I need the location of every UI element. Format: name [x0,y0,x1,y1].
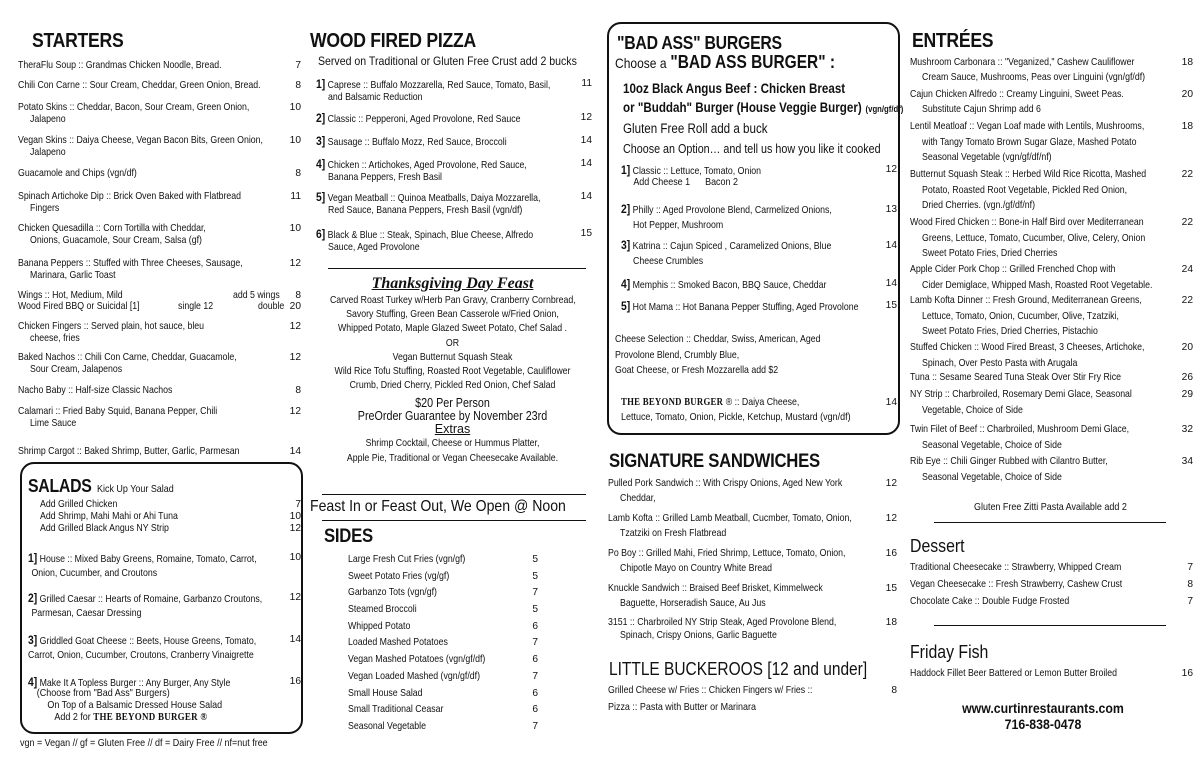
gluten-free-roll: Gluten Free Roll add a buck [623,121,768,136]
list-item: 2] Grilled Caesar :: Hearts of Romaine, Garbanzo Croutons, 12 Parmesan, Caesar Dressing [28,591,301,619]
salads-list [28,552,301,724]
diet-legend: vgn = Vegan // gf = Gluten Free // df = Dairy Free // nf=nut free [20,738,268,749]
burgers-title: "BAD ASS" BURGERS [617,33,782,53]
list-item: Pulled Pork Sandwich :: With Crispy Onions, Aged New York 12 Cheddar, [608,478,897,504]
topless-line: On Top of a Balsamic Dressed House Salad [47,700,223,711]
list-item: TheraFlu Soup :: Grandmas Chicken Noodle, Bread. 7 [18,60,301,71]
divider [934,522,1166,523]
starters-list [18,60,301,460]
extras-line: Shrimp Cocktail, Cheese or Hummus Platter, [365,438,540,450]
list-item: Cajun Chicken Alfredo :: Creamy Linguini, Sweet Peas. 20 Substitute Cajun Shrimp add 6 [910,89,1193,115]
list-item: Spinach Artichoke Dip :: Brick Oven Baked with Flatbread 11 Fingers [18,191,301,214]
list-item: Knuckle Sandwich :: Braised Beef Brisket, Kimmelweck 15 Baguette, Horseradish Sauce, Au Jus [608,583,897,609]
pizza-list [316,78,592,262]
list-item: 3] Griddled Goat Cheese :: Beets, House Greens, Tomato, 14 Carrot, Onion, Cucumber, Croutons, Cranberry Vinaigrette [28,633,301,661]
burger-base-line: or "Buddah" Burger (House Veggie Burger) (vgn/gf/df) [623,100,904,115]
list-item: Chili Con Carne :: Sour Cream, Cheddar, Green Onion, Bread. 8 [18,80,301,91]
sandwiches-list [608,476,897,651]
salads-title: SALADS [28,476,92,496]
column-pizza-sides [310,0,600,774]
starters-title: STARTERS [32,30,124,52]
list-item: Tuna :: Sesame Seared Tuna Steak Over Stir Fry Rice 26 [910,372,1193,383]
list-item: 5] Hot Mama :: Hot Banana Pepper Stuffing, Aged Provolone 15 [621,299,897,313]
dessert-title: Dessert [910,536,965,556]
list-item: Apple Cider Pork Chop :: Grilled Frenched Chop with 24 Cider Demiglace, Whipped Mash, Roasted Root Vegetable. [910,264,1193,291]
pizza-title: WOOD FIRED PIZZA [310,30,476,52]
salad-addons [40,499,301,535]
burgers-list [621,164,897,314]
burgers-choose: Choose a "BAD ASS BURGER" : [615,52,835,72]
list-item: Seasonal Vegetable 7 [348,720,538,732]
list-item: Traditional Cheesecake :: Strawberry, Whipped Cream 7 [910,562,1193,573]
list-item: Add Shrimp, Mahi Mahi or Ahi Tuna 10 [40,511,301,522]
list-item: Nacho Baby :: Half-size Classic Nachos 8 [18,385,301,396]
salads-header [28,476,184,497]
list-item: Potato Skins :: Cheddar, Bacon, Sour Cream, Green Onion, 10 Jalapeno [18,102,301,125]
dessert-list [910,562,1193,613]
extras-line: Apple Pie, Traditional or Vegan Cheesecake Available. [346,453,559,465]
list-item: Butternut Squash Steak :: Herbed Wild Rice Ricotta, Mashed 22 Potato, Roasted Root Vegetable, Pickled Red Onion, Dried Cherries. (vgn./gf/df/nf) [910,169,1193,211]
list-item: 1] Classic :: Lettuce, Tomato, Onion 12 [621,163,897,177]
sandwiches-title: SIGNATURE SANDWICHES [609,451,820,472]
wings-line: Wood Fired BBQ or Suicidal [1] single 12 double 20 [18,301,301,312]
list-item: 3] Katrina :: Cajun Spiced , Caramelized Onions, Blue 14 Cheese Crumbles [621,238,897,267]
list-item: Large Fresh Cut Fries (vgn/gf) 5 [348,554,538,565]
list-item: Chicken Quesadilla :: Corn Tortilla with Cheddar, 10 Onions, Guacamole, Sour Cream, Salsa (gf) [18,223,301,246]
website-link[interactable]: www.curtinrestaurants.com [962,700,1124,716]
list-item: Po Boy :: Grilled Mahi, Fried Shrimp, Lettuce, Tomato, Onion, 16 Chipotle Mayo on Country White Bread [608,548,897,574]
friday-fish-item: Haddock Fillet Beer Battered or Lemon Butter Broiled 16 [910,668,1193,679]
list-item: 6] Black & Blue :: Steak, Spinach, Blue Cheese, Alfredo 15 Sauce, Aged Provolone [316,227,592,253]
list-item: 4] Chicken :: Artichokes, Aged Provolone, Red Sauce, 14 Banana Peppers, Fresh Basil [316,157,592,183]
cheese-selection: Cheese Selection :: Cheddar, Swiss, American, Aged Provolone Blend, Crumbly Blue, Goat Cheese, or Fresh Mozzarella add $2 [615,334,821,376]
list-item: Baked Nachos :: Chili Con Carne, Cheddar, Guacamole, 12 Sour Cream, Jalapenos [18,352,301,375]
beyond-burger-item: THE BEYOND BURGER ® :: Daiya Cheese, 14 Lettuce, Tomato, Onion, Pickle, Ketchup, Mustard (vgn/df) [621,397,897,423]
pizza-subtitle: Served on Traditional or Gluten Free Crust add 2 bucks [318,54,577,68]
list-item: Guacamole and Chips (vgn/df) 8 [18,168,301,179]
cook-option: Choose an Option… and tell us how you like it cooked [623,142,881,156]
list-item: Vegan Mashed Potatoes (vgn/gf/df) 6 [348,654,538,666]
thanksgiving-lines: Carved Roast Turkey w/Herb Pan Gravy, Cranberry Cornbread, Savory Stuffing, Green Bean Casserole w/Fried Onion, Whipped Potato, Maple Glazed Sweet Potato, Chef Salad . OR Vegan Butternut Squash Steak Wild Rice Tofu Stuffing, Roasted Root Vegetable, Cauliflower Crumb, Dried Cherry, Pickled Red Onion, Chef Salad [329,295,576,392]
divider [328,268,586,269]
list-item: Sweet Potato Fries (vg/gf) 5 [348,570,538,582]
list-item: Chicken Fingers :: Served plain, hot sauce, bleu 12 cheese, fries [18,321,301,344]
phone-number: 716-838-0478 [1004,716,1082,732]
list-item: Wood Fired Chicken :: Bone-in Half Bird over Mediterranean 22 Greens, Lettuce, Tomato, Cucumber, Olive, Celery, Onion Sweet Potato Fries, Dried Cherries [910,217,1193,259]
list-item: Mushroom Carbonara :: "Veganized," Cashew Cauliflower 18 Cream Sauce, Mushrooms, Peas over Linguini (vgn/gf/df) [910,57,1193,83]
list-item: 4] Make It A Topless Burger :: Any Burger, Any Style 16 [28,675,301,689]
list-item: Twin Filet of Beef :: Charbroiled, Mushroom Demi Glace, 32 Seasonal Vegetable, Choice of Side [910,424,1193,451]
salads-subtitle: Kick Up Your Salad [96,484,174,495]
kids-list: Grilled Cheese w/ Fries :: Chicken Fingers w/ Fries :: 8 Pizza :: Pasta with Butter or Marinara [608,685,897,713]
list-item: Lamb Kofta :: Grilled Lamb Meatball, Cucmber, Tomato, Onion, 12 Tzatziki on Fresh Flatbread [608,513,897,539]
gluten-free-note: Gluten Free Zitti Pasta Available add 2 [974,502,1127,513]
burger-addons: Add Cheese 1 Bacon 2 [633,177,738,188]
list-item: NY Strip :: Charbroiled, Rosemary Demi Glace, Seasonal 29 Vegetable, Choice of Side [910,389,1193,416]
divider [934,625,1166,626]
entrees-list [910,55,1193,489]
list-item: Rib Eye :: Chili Ginger Rubbed with Cilantro Butter, 34 Seasonal Vegetable, Choice of Side [910,456,1193,483]
list-item: 3151 :: Charbroiled NY Strip Steak, Aged Provolone Blend, 18 Spinach, Crispy Onions, Garlic Baguette [608,617,897,641]
extras-title: Extras [434,422,471,437]
list-item: Chocolate Cake :: Double Fudge Frosted 7 [910,596,1193,607]
wings-line: Wings :: Hot, Medium, Mild add 5 wings 8 [18,290,301,301]
sides-title: SIDES [324,526,373,547]
topless-line: Add 2 for THE BEYOND BURGER ® [54,712,208,723]
list-item: Shrimp Cargot :: Baked Shrimp, Butter, Garlic, Parmesan 14 [18,446,301,457]
divider [322,494,586,495]
column-burgers-sandwiches [605,0,904,774]
preorder-note: PreOrder Guarantee by November 23rd [357,409,548,424]
list-item: Vegan Skins :: Daiya Cheese, Vegan Bacon Bits, Green Onion, 10 Jalapeno [18,135,301,158]
list-item: Small Traditional Ceasar 6 [348,704,538,716]
entrees-title: ENTRÉES [912,30,994,52]
list-item: Garbanzo Tots (vgn/gf) 7 [348,587,538,599]
list-item: Vegan Loaded Mashed (vgn/gf/df) 7 [348,670,538,682]
feast-banner: Feast In or Feast Out, We Open @ Noon [310,498,566,515]
thanksgiving-title: Thanksgiving Day Feast [371,275,534,292]
sides-list [348,554,538,738]
list-item: Lamb Kofta Dinner :: Fresh Ground, Mediterranean Greens, 22 Lettuce, Tomato, Onion, Cucumber, Olive, Tzatziki, Sweet Potato Fries, Dried Cherries, Pistachio [910,295,1193,337]
footer-contact [928,700,1158,732]
list-item: Calamari :: Fried Baby Squid, Banana Pepper, Chili 12 Lime Sauce [18,406,301,429]
feast-price: $20 Per Person [415,396,490,411]
list-item: 4] Memphis :: Smoked Bacon, BBQ Sauce, Cheddar 14 [621,277,897,291]
list-item: 2] Philly :: Aged Provolone Blend, Carmelized Onions, 13 Hot Pepper, Mushroom [621,202,897,231]
column-entrees [908,0,1194,774]
list-item: 5] Vegan Meatball :: Quinoa Meatballs, Daiya Mozzarella, 14 Red Sauce, Banana Peppers, Fresh Basil (vgn/df) [316,190,592,216]
list-item: 2] Classic :: Pepperoni, Aged Provolone, Red Sauce 12 [316,111,592,125]
list-item: Stuffed Chicken :: Wood Fired Breast, 3 Cheeses, Artichoke, 20 Spinach, Over Pesto Pasta with Arugala [910,342,1193,369]
list-item: Loaded Mashed Potatoes 7 [348,637,538,649]
list-item: Whipped Potato 6 [348,620,538,632]
list-item: Lentil Meatloaf :: Vegan Loaf made with Lentils, Mushrooms, 18 with Tangy Tomato Brown Sugar Glaze, Mashed Potato Seasonal Vegetable (vgn/gf/df/nf) [910,121,1193,163]
list-item: Add Grilled Black Angus NY Strip 12 [40,523,301,534]
list-item: Add Grilled Chicken 7 [40,499,301,510]
list-item: 1] House :: Mixed Baby Greens, Romaine, Tomato, Carrot, 10 Onion, Cucumber, and Croutons [28,551,301,579]
topless-line: (Choose from "Bad Ass" Burgers) [36,688,170,699]
burger-base-line: 10oz Black Angus Beef : Chicken Breast [623,81,846,96]
thanksgiving-section [310,275,595,466]
list-item: Banana Peppers :: Stuffed with Three Cheeses, Sausage, 12 Marinara, Garlic Toast [18,258,301,281]
list-item: 1] Caprese :: Buffalo Mozzarella, Red Sauce, Tomato, Basil, 11 and Balsamic Reduction [316,77,592,103]
list-item: Vegan Cheesecake :: Fresh Strawberry, Cashew Crust 8 [910,579,1193,590]
divider [322,520,586,521]
list-item: Small House Salad 6 [348,687,538,699]
kids-title: LITTLE BUCKEROOS [12 and under] [609,659,868,679]
list-item: Steamed Broccoli 5 [348,604,538,616]
column-starters-salads [18,0,303,774]
list-item: 3] Sausage :: Buffalo Mozz, Red Sauce, Broccoli 14 [316,134,592,148]
friday-fish-title: Friday Fish [910,642,989,662]
